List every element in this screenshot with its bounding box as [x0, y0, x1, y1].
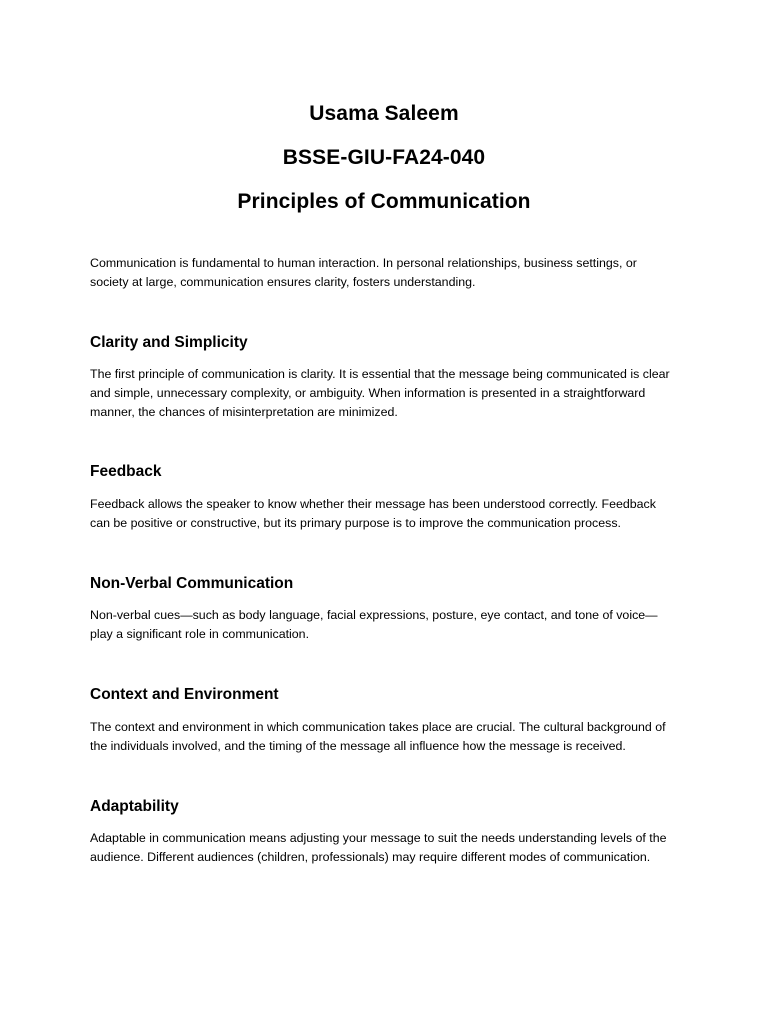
- section-text-adaptability: Adaptable in communication means adjusting your message to suit the needs understanding levels of the audience. Different audiences (children, professionals) may require different modes of communication.: [90, 831, 667, 864]
- section-heading-feedback: Feedback: [90, 463, 162, 480]
- section-text-feedback: Feedback allows the speaker to know whether their message has been understood correctly. Feedback can be positive or constructive, but its primary purpose is to improve the communication process.: [90, 497, 656, 530]
- author-name: Usama Saleem: [309, 102, 459, 125]
- section-heading-context: Context and Environment: [90, 686, 279, 703]
- document-title: Principles of Communication: [237, 190, 531, 213]
- document-header: [0, 92, 768, 224]
- section-text-clarity: The first principle of communication is clarity. It is essential that the message being communicated is clear and simple, unnecessary complexity, or ambiguity. When information is presented in a straightforward manner, the chances of misinterpretation are minimized.: [90, 367, 670, 419]
- section-text-non-verbal: Non-verbal cues—such as body language, facial expressions, posture, eye contact, and tone of voice—play a significant role in communication.: [90, 608, 658, 641]
- section-text-context: The context and environment in which communication takes place are crucial. The cultural background of the individuals involved, and the timing of the message all influence how the message is received.: [90, 720, 666, 753]
- student-id: BSSE-GIU-FA24-040: [282, 146, 486, 169]
- section-heading-adaptability: Adaptability: [90, 798, 179, 815]
- section-heading-non-verbal: Non-Verbal Communication: [90, 575, 294, 592]
- section-heading-clarity: Clarity and Simplicity: [90, 334, 248, 351]
- intro-paragraph: Communication is fundamental to human interaction. In personal relationships, business settings, or society at large, communication ensures clarity, fosters understanding.: [90, 256, 637, 289]
